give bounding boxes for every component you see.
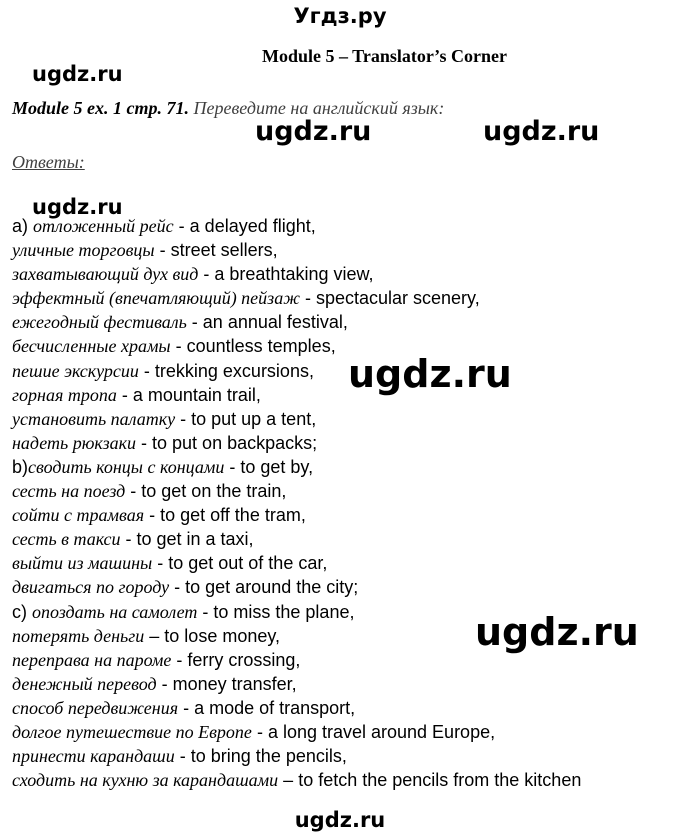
vocab-item <box>12 575 678 599</box>
separator: - <box>197 601 214 622</box>
vocab-item <box>12 768 678 792</box>
russian-phrase: сойти с трамвая <box>12 505 145 526</box>
english-translation: to fetch the pencils from the kitchen <box>298 770 582 791</box>
separator: - <box>170 336 187 357</box>
vocabulary-list <box>12 214 678 792</box>
english-translation: to miss the plane, <box>213 601 355 622</box>
vocab-item <box>12 407 678 431</box>
russian-phrase: установить палатку <box>12 408 176 429</box>
separator: - <box>251 721 268 742</box>
vocab-item <box>12 310 678 334</box>
russian-phrase: горная тропа <box>12 384 117 405</box>
separator: - <box>136 432 153 453</box>
vocab-marker: а) <box>12 216 34 236</box>
separator: - <box>299 288 316 309</box>
separator: - <box>156 673 173 694</box>
russian-phrase: опоздать на самолет <box>32 601 198 622</box>
separator: - <box>178 697 195 718</box>
russian-phrase: переправа на пароме <box>12 649 172 670</box>
vocab-marker: c) <box>12 601 32 622</box>
vocab-item <box>12 383 678 407</box>
russian-phrase: сводить концы с концами <box>28 456 225 477</box>
english-translation: to get on the train, <box>141 481 287 502</box>
watermark: ugdz.ru <box>483 116 600 147</box>
english-translation: money transfer, <box>172 673 297 694</box>
separator: - <box>154 240 171 261</box>
vocab-item <box>12 527 678 551</box>
vocab-item <box>12 455 678 479</box>
english-translation: a long travel around Europe, <box>267 721 496 742</box>
separator: - <box>175 408 192 429</box>
separator: - <box>144 505 161 526</box>
english-translation: street sellers, <box>170 240 278 261</box>
separator: - <box>125 481 142 502</box>
separator: - <box>152 553 169 574</box>
english-translation: countless temples, <box>186 336 336 357</box>
russian-phrase: эффектный (впечатляющий) пейзаж <box>12 288 300 309</box>
task-reference: Module 5 ex. 1 стр. 71. <box>12 98 189 118</box>
english-translation: to get out of the car, <box>168 553 328 574</box>
english-translation: a mode of transport, <box>194 697 356 718</box>
russian-phrase: захватывающий дух вид <box>12 264 199 285</box>
english-translation: a delayed flight, <box>189 216 316 236</box>
english-translation: to put up a tent, <box>191 408 317 429</box>
english-translation: to get around the city; <box>185 577 359 598</box>
english-translation: an annual festival, <box>202 312 348 333</box>
russian-phrase: денежный перевод <box>12 673 157 694</box>
vocab-item <box>12 334 678 358</box>
english-translation: to get by, <box>240 456 314 477</box>
english-translation: to lose money, <box>164 625 281 646</box>
russian-phrase: сесть в такси <box>12 529 121 550</box>
separator: – <box>278 770 299 791</box>
separator: – <box>144 625 165 646</box>
separator: - <box>138 360 155 381</box>
russian-phrase: способ передвижения <box>12 697 179 718</box>
english-translation: to bring the pencils, <box>190 746 347 767</box>
site-footer: ugdz.ru <box>294 808 386 832</box>
watermark: ugdz.ru <box>348 352 512 396</box>
russian-phrase: выйти из машины <box>12 553 153 574</box>
vocab-item <box>12 479 678 503</box>
english-translation: a breathtaking view, <box>214 264 374 285</box>
english-translation: ferry crossing, <box>187 649 301 670</box>
vocab-item <box>12 286 678 310</box>
vocab-item <box>12 720 678 744</box>
task-text: Переведите на английский язык: <box>189 98 445 118</box>
separator: - <box>120 529 137 550</box>
separator: - <box>186 312 203 333</box>
separator: - <box>169 577 186 598</box>
russian-phrase: сесть на поезд <box>12 481 126 502</box>
vocab-item <box>12 696 678 720</box>
english-translation: to put on backpacks; <box>152 432 318 453</box>
task-instruction <box>12 98 444 119</box>
russian-phrase: отложенный рейс <box>33 216 174 236</box>
english-translation: a mountain trail, <box>132 384 261 405</box>
watermark: ugdz.ru <box>32 195 123 219</box>
separator: - <box>198 264 215 285</box>
watermark: ugdz.ru <box>255 116 372 147</box>
russian-phrase: ежегодный фестиваль <box>12 312 187 333</box>
vocab-item <box>12 262 678 286</box>
english-translation: to get off the tram, <box>160 505 306 526</box>
module-title: Module 5 – Translator’s Corner <box>262 46 507 66</box>
russian-phrase: сходить на кухню за карандашами <box>12 770 279 791</box>
separator: - <box>173 216 190 236</box>
vocab-item <box>12 503 678 527</box>
answers-label: Ответы: <box>12 152 85 172</box>
russian-phrase: двигаться по городу <box>12 577 170 598</box>
separator: - <box>174 746 191 767</box>
english-translation: trekking excursions, <box>154 360 314 381</box>
russian-phrase: уличные торговцы <box>12 240 155 261</box>
watermark: ugdz.ru <box>475 610 639 654</box>
vocab-item <box>12 672 678 696</box>
separator: - <box>224 456 241 477</box>
russian-phrase: потерять деньги <box>12 625 145 646</box>
vocab-item <box>12 744 678 768</box>
separator: - <box>171 649 188 670</box>
russian-phrase: принести карандаши <box>12 746 175 767</box>
russian-phrase: бесчисленные храмы <box>12 336 171 357</box>
english-translation: to get in a taxi, <box>136 529 254 550</box>
russian-phrase: долгое путешествие по Европе <box>12 721 252 742</box>
russian-phrase: пешие экскурсии <box>12 360 139 381</box>
separator: - <box>116 384 133 405</box>
vocab-item <box>12 551 678 575</box>
site-header: Угдз.ру <box>293 4 387 28</box>
watermark: ugdz.ru <box>32 62 123 86</box>
vocab-item <box>12 431 678 455</box>
vocab-item <box>12 359 678 383</box>
russian-phrase: надеть рюкзаки <box>12 432 137 453</box>
vocab-marker: b) <box>12 456 29 477</box>
english-translation: spectacular scenery, <box>315 288 480 309</box>
vocab-item <box>12 238 678 262</box>
